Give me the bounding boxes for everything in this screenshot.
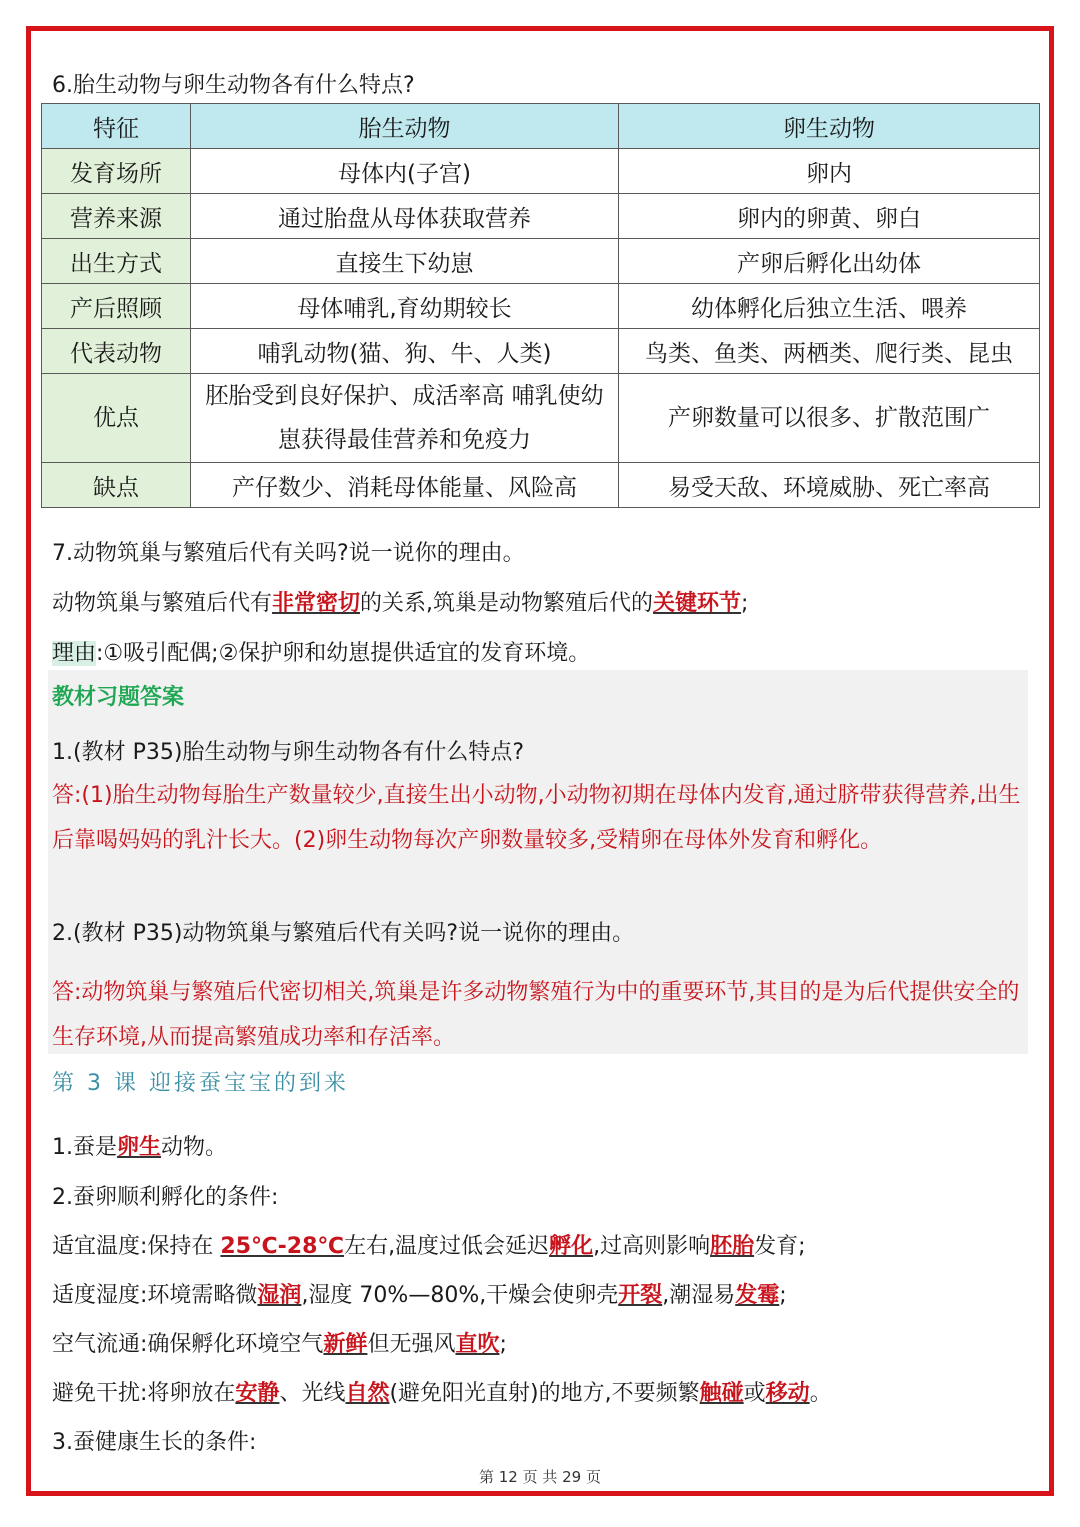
table-row <box>42 194 1040 239</box>
cell: 母体哺乳,育幼期较长 <box>191 284 619 329</box>
exercise-1-answer: 答:(1)胎生动物每胎生产数量较少,直接生出小动物,小动物初期在母体内发育,通过脐带获得营养,出生后靠喝妈妈的乳汁长大。(2)卵生动物每次产卵数量较多,受精卵在母体外发育和孵化。 <box>52 783 1021 853</box>
highlight-keyword: 湿润 <box>257 1283 302 1308</box>
highlight-keyword: 移动 <box>765 1381 810 1406</box>
point-1: 1.蚕是卵生动物。 <box>52 1135 228 1160</box>
disturbance-line: 避免干扰:将卵放在安静、光线自然(避免阳光直射)的地方,不要频繁触碰或移动。 <box>52 1381 832 1406</box>
header-feature: 特征 <box>42 104 191 149</box>
header-oviparous: 卵生动物 <box>619 104 1040 149</box>
humidity-line: 适度湿度:环境需略微湿润,湿度 70%—80%,干燥会使卵壳开裂,潮湿易发霉; <box>52 1283 787 1308</box>
table-row <box>42 239 1040 284</box>
highlight-keyword: 直吹 <box>455 1332 500 1357</box>
highlight-keyword: 关键环节 <box>653 591 742 616</box>
exercise-2-question: 2.(教材 P35)动物筑巢与繁殖后代有关吗?说一说你的理由。 <box>52 921 635 946</box>
question-6: 6.胎生动物与卵生动物各有什么特点? <box>52 73 415 98</box>
cell: 鸟类、鱼类、两栖类、爬行类、昆虫 <box>619 329 1040 374</box>
table-row <box>42 284 1040 329</box>
cell: 直接生下幼崽 <box>191 239 619 284</box>
cell: 卵内的卵黄、卵白 <box>619 194 1040 239</box>
exercise-2-answer: 答:动物筑巢与繁殖后代密切相关,筑巢是许多动物繁殖行为中的重要环节,其目的是为后代提供安全的生存环境,从而提高繁殖成功率和存活率。 <box>52 980 1020 1050</box>
row-label: 缺点 <box>42 463 191 508</box>
header-viviparous: 胎生动物 <box>191 104 619 149</box>
row-label: 营养来源 <box>42 194 191 239</box>
cell: 产卵后孵化出幼体 <box>619 239 1040 284</box>
comparison-table <box>41 103 1040 508</box>
section-title: 教材习题答案 <box>52 685 185 710</box>
cell: 卵内 <box>619 149 1040 194</box>
highlight-keyword: 卵生 <box>117 1135 162 1160</box>
cell: 母体内(子宫) <box>191 149 619 194</box>
question-7-answer: 动物筑巢与繁殖后代有非常密切的关系,筑巢是动物繁殖后代的关键环节; <box>52 591 749 616</box>
page-number: 第 12 页 共 29 页 <box>478 1468 601 1486</box>
point-2: 2.蚕卵顺利孵化的条件: <box>52 1185 279 1210</box>
temperature-line: 适宜温度:保持在 25℃-28℃左右,温度过低会延迟孵化,过高则影响胚胎发育; <box>52 1234 806 1259</box>
cell: 幼体孵化后独立生活、喂养 <box>619 284 1040 329</box>
row-label: 产后照顾 <box>42 284 191 329</box>
row-label: 优点 <box>42 374 191 463</box>
cell: 易受天敌、环境威胁、死亡率高 <box>619 463 1040 508</box>
highlight-keyword: 非常密切 <box>272 591 361 616</box>
highlight-keyword: 触碰 <box>699 1381 744 1406</box>
highlight-keyword: 25℃-28℃ <box>220 1234 345 1259</box>
table-row <box>42 374 1040 463</box>
cell: 产卵数量可以很多、扩散范围广 <box>619 374 1040 463</box>
table-row <box>42 149 1040 194</box>
lesson-title: 第 3 课 迎接蚕宝宝的到来 <box>52 1071 349 1096</box>
highlight-keyword: 自然 <box>345 1381 390 1406</box>
airflow-line: 空气流通:确保孵化环境空气新鲜但无强风直吹; <box>52 1332 507 1357</box>
exercise-1-question: 1.(教材 P35)胎生动物与卵生动物各有什么特点? <box>52 740 525 765</box>
row-label: 出生方式 <box>42 239 191 284</box>
table-row <box>42 329 1040 374</box>
row-label: 代表动物 <box>42 329 191 374</box>
question-7: 7.动物筑巢与繁殖后代有关吗?说一说你的理由。 <box>52 541 525 566</box>
table-header-row <box>42 104 1040 149</box>
highlight-keyword: 胚胎 <box>710 1234 755 1259</box>
highlight-keyword: 开裂 <box>618 1283 663 1308</box>
row-label: 发育场所 <box>42 149 191 194</box>
point-3: 3.蚕健康生长的条件: <box>52 1430 257 1455</box>
highlight-keyword: 安静 <box>235 1381 280 1406</box>
reason-line: 理由:①吸引配偶;②保护卵和幼崽提供适宜的发育环境。 <box>52 641 591 666</box>
cell: 通过胎盘从母体获取营养 <box>191 194 619 239</box>
highlight-keyword: 发霉 <box>735 1283 780 1308</box>
cell: 哺乳动物(猫、狗、牛、人类) <box>191 329 619 374</box>
highlight-keyword: 孵化 <box>549 1234 594 1259</box>
reason-label: 理由 <box>52 641 97 666</box>
table-row <box>42 463 1040 508</box>
highlight-keyword: 新鲜 <box>323 1332 368 1357</box>
cell: 胚胎受到良好保护、成活率高 哺乳使幼崽获得最佳营养和免疫力 <box>191 374 619 463</box>
cell: 产仔数少、消耗母体能量、风险高 <box>191 463 619 508</box>
